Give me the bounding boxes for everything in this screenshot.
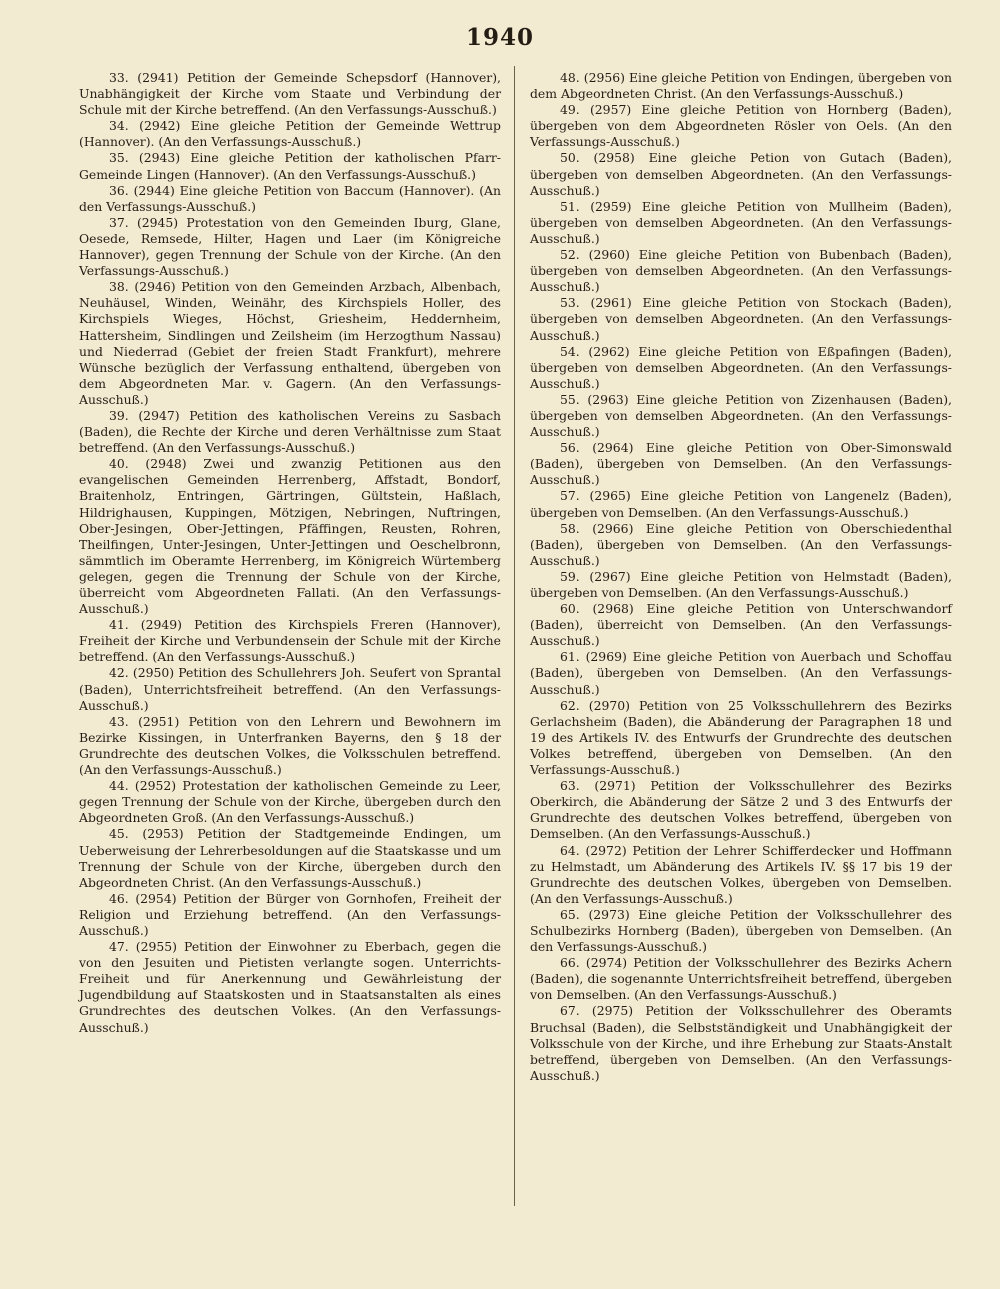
left-column — [79, 70, 501, 1036]
petition-entry-54: 54. (2962) Eine gleiche Petition von Eßpafingen (Baden), übergeben von demselben Abgeordneten. (An den Verfassungs-Ausschuß.) — [530, 343, 952, 391]
petition-entry-42: 42. (2950) Petition des Schullehrers Joh. Seufert von Sprantal (Baden), Unterrichtsfreiheit betreffend. (An den Verfassungs-Ausschuß.) — [79, 665, 501, 713]
petition-entry-52: 52. (2960) Eine gleiche Petition von Bubenbach (Baden), übergeben von demselben Abgeordneten. (An den Verfassungs-Ausschuß.) — [530, 247, 952, 295]
right-column — [530, 70, 952, 1084]
petition-entry-35: 35. (2943) Eine gleiche Petition der katholischen Pfarr-Gemeinde Lingen (Hannover). (An den Verfassungs-Ausschuß.) — [79, 150, 501, 182]
petition-entry-60: 60. (2968) Eine gleiche Petition von Unterschwandorf (Baden), überreicht von Demselben. (An den Verfassungs-Ausschuß.) — [530, 601, 952, 649]
petition-entry-34: 34. (2942) Eine gleiche Petition der Gemeinde Wettrup (Hannover). (An den Verfassungs-Ausschuß.) — [79, 118, 501, 150]
petition-entry-44: 44. (2952) Protestation der katholischen Gemeinde zu Leer, gegen Trennung der Schule von der Kirche, übergeben durch den Abgeordneten Groß. (An den Verfassungs-Ausschuß.) — [79, 778, 501, 826]
petition-entry-43: 43. (2951) Petition von den Lehrern und Bewohnern im Bezirke Kissingen, in Unterfranken Bayerns, den § 18 der Grundrechte des deutschen Volkes, die Volksschulen betreffend. (An den Verfassungs-Ausschuß.) — [79, 713, 501, 778]
petition-entry-65: 65. (2973) Eine gleiche Petition der Volksschullehrer des Schulbezirks Hornberg (Baden), übergeben von Demselben. (An den Verfassungs-Ausschuß.) — [530, 906, 952, 955]
petition-entry-36: 36. (2944) Eine gleiche Petition von Baccum (Hannover). (An den Verfassungs-Ausschuß.) — [79, 182, 501, 214]
petition-entry-61: 61. (2969) Eine gleiche Petition von Auerbach und Schoffau (Baden), übergeben von Demselben. (An den Verfassungs-Ausschuß.) — [530, 649, 952, 697]
petition-entry-48: 48. (2956) Eine gleiche Petition von Endingen, übergeben von dem Abgeordneten Christ. (An den Verfassungs-Ausschuß.) — [530, 70, 952, 102]
petition-entry-55: 55. (2963) Eine gleiche Petition von Zizenhausen (Baden), übergeben von demselben Abgeordneten. (An den Verfassungs-Ausschuß.) — [530, 391, 952, 440]
petition-entry-56: 56. (2964) Eine gleiche Petition von Ober-Simonswald (Baden), übergeben von Demselben. (An den Verfassungs-Ausschuß.) — [530, 440, 952, 488]
petition-entry-33: 33. (2941) Petition der Gemeinde Schepsdorf (Hannover), Unabhängigkeit der Kirche vom Staate und Verbindung der Schule mit der Kirche betreffend. (An den Verfassungs-Ausschuß.) — [79, 70, 501, 118]
petition-entry-38: 38. (2946) Petition von den Gemeinden Arzbach, Albenbach, Neuhäusel, Winden, Weinähr, des Kirchspiels Holler, des Kirchspiels Wieges, Höchst, Griesheim, Heddernheim, Hattersheim, Sindlingen und Zeilsheim (im Herzogthum Nassau) und Niederrad (Gebiet der freien Stadt Frankfurt), mehrere Wünsche bezüglich der Verfassung enthaltend, übergeben von dem Abgeordneten Mar. v. Gagern. (An den Verfassungs-Ausschuß.) — [79, 279, 501, 407]
petition-entry-57: 57. (2965) Eine gleiche Petition von Langenelz (Baden), übergeben von Demselben. (An den Verfassungs-Ausschuß.) — [530, 488, 952, 520]
petition-entry-62: 62. (2970) Petition von 25 Volksschullehrern des Bezirks Gerlachsheim (Baden), die Abänderung der Paragraphen 18 und 19 des Artikels IV. des Entwurfs der Grundrechte des deutschen Volkes betreffend, übergeben von Demselben. (An den Verfassungs-Ausschuß.) — [530, 697, 952, 778]
petition-entry-49: 49. (2957) Eine gleiche Petition von Hornberg (Baden), übergeben von dem Abgeordneten Rösler von Oels. (An den Verfassungs-Ausschuß.) — [530, 102, 952, 150]
petition-entry-46: 46. (2954) Petition der Bürger von Gornhofen, Freiheit der Religion und Erziehung betreffend. (An den Verfassungs-Ausschuß.) — [79, 890, 501, 938]
petition-entry-64: 64. (2972) Petition der Lehrer Schifferdecker und Hoffmann zu Helmstadt, um Abänderung des Artikels IV. §§ 17 bis 19 der Grundrechte des deutschen Volkes, übergeben von Demselben. (An den Verfassungs-Ausschuß.) — [530, 842, 952, 906]
petition-entry-58: 58. (2966) Eine gleiche Petition von Oberschiedenthal (Baden), übergeben von Demselben. (An den Verfassungs-Ausschuß.) — [530, 520, 952, 568]
petition-entry-50: 50. (2958) Eine gleiche Petion von Gutach (Baden), übergeben von demselben Abgeordneten. (An den Verfassungs-Ausschuß.) — [530, 150, 952, 198]
petition-entry-45: 45. (2953) Petition der Stadtgemeinde Endingen, um Ueberweisung der Lehrerbesoldungen auf die Staatskasse und um Trennung der Schule von der Kirche, übergeben durch den Abgeordneten Christ. (An den Verfassungs-Ausschuß.) — [79, 826, 501, 890]
petition-entry-37: 37. (2945) Protestation von den Gemeinden Iburg, Glane, Oesede, Remsede, Hilter, Hagen und Laer (im Königreiche Hannover), gegen Trennung der Schule von der Kirche. (An den Verfassungs-Ausschuß.) — [79, 214, 501, 279]
petition-entry-51: 51. (2959) Eine gleiche Petition von Mullheim (Baden), übergeben von demselben Abgeordneten. (An den Verfassungs-Ausschuß.) — [530, 198, 952, 246]
petition-entry-47: 47. (2955) Petition der Einwohner zu Eberbach, gegen die von den Jesuiten und Pietisten verlangte sogen. Unterrichts-Freiheit und für Anerkennung und Gewährleistung der Jugendbildung auf Staatskosten und in Staatsanstalten als eines Grundrechtes des deutschen Volkes. (An den Verfassungs-Ausschuß.) — [79, 939, 501, 1035]
petition-entry-40: 40. (2948) Zwei und zwanzig Petitionen aus den evangelischen Gemeinden Herrenberg, Affstadt, Bondorf, Braitenholz, Entringen, Gärtringen, Gültstein, Haßlach, Hildrighausen, Kuppingen, Mötzigen, Nebringen, Nuftringen, Ober-Jesingen, Ober-Jettingen, Pfäffingen, Reusten, Rohren, Theilfingen, Unter-Jesingen, Unter-Jettingen und Oeschelbronn, sämmtlich im Oberamte Herrenberg, im Königreich Würtemberg gelegen, gegen die Trennung der Schule von der Kirche, überreicht vom Abgeordneten Fallati. (An den Verfassungs-Ausschuß.) — [79, 456, 501, 617]
petition-entry-59: 59. (2967) Eine gleiche Petition von Helmstadt (Baden), übergeben von Demselben. (An den Verfassungs-Ausschuß.) — [530, 568, 952, 600]
petition-entry-66: 66. (2974) Petition der Volksschullehrer des Bezirks Achern (Baden), die sogenannte Unterrichtsfreiheit betreffend, übergeben von Demselben. (An den Verfassungs-Ausschuß.) — [530, 955, 952, 1003]
petition-entry-53: 53. (2961) Eine gleiche Petition von Stockach (Baden), übergeben von demselben Abgeordneten. (An den Verfassungs-Ausschuß.) — [530, 295, 952, 343]
column-divider — [514, 66, 515, 1206]
petition-entry-41: 41. (2949) Petition des Kirchspiels Freren (Hannover), Freiheit der Kirche und Verbundensein der Schule mit der Kirche betreffend. (An den Verfassungs-Ausschuß.) — [79, 617, 501, 665]
petition-entry-63: 63. (2971) Petition der Volksschullehrer des Bezirks Oberkirch, die Abänderung der Sätze 2 und 3 des Entwurfs der Grundrechte des deutschen Volkes betreffend, übergeben von Demselben. (An den Verfassungs-Ausschuß.) — [530, 778, 952, 842]
petition-entry-67: 67. (2975) Petition der Volksschullehrer des Oberamts Bruchsal (Baden), die Selbstständigkeit und Unabhängigkeit der Volksschule von der Kirche, und ihre Erhebung zur Staats-Anstalt betreffend, übergeben von Demselben. (An den Verfassungs-Ausschuß.) — [530, 1003, 952, 1083]
petition-entry-39: 39. (2947) Petition des katholischen Vereins zu Sasbach (Baden), die Rechte der Kirche und deren Verhältnisse zum Staat betreffend. (An den Verfassungs-Ausschuß.) — [79, 407, 501, 456]
page-number: 1940 — [465, 24, 534, 51]
